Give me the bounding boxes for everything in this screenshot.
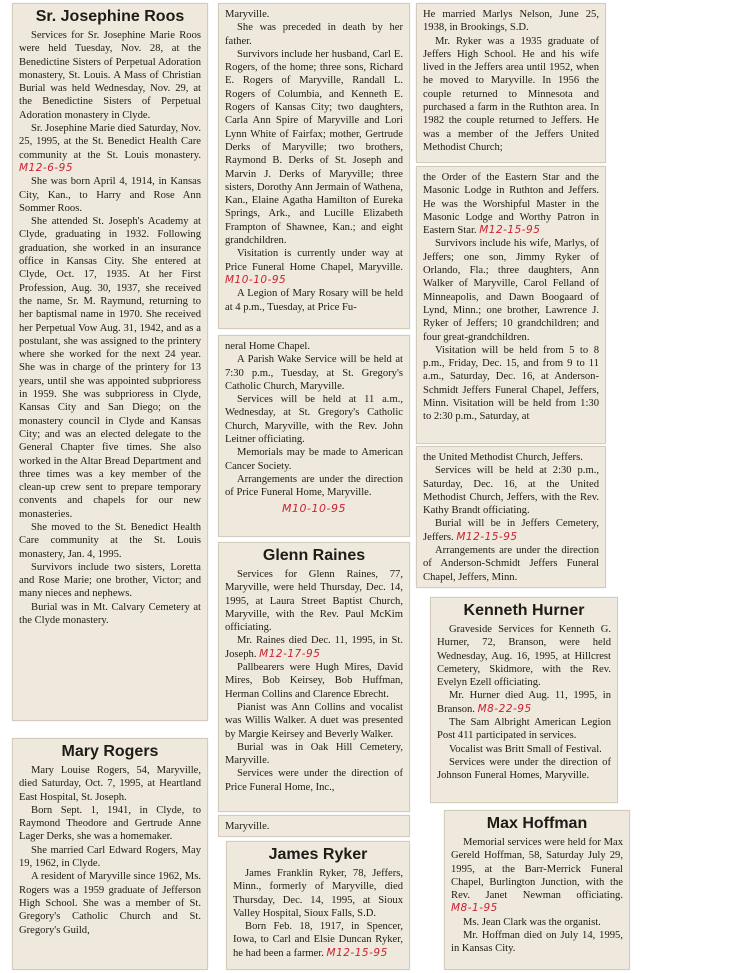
roos-paragraph: Survivors include two sisters, Loretta and Rose Marie; one brother, Victor; and many nieces and nephews. <box>19 561 201 600</box>
hurner-paragraph: The Sam Albright American Legion Post 411 participated in services. <box>437 717 611 742</box>
obituary-james-ryker-part4 <box>416 446 606 588</box>
ryker-paragraph: He married Marlys Nelson, June 25, 1938, in Brookings, S.D. <box>423 9 599 34</box>
rogers-paragraph: Survivors include her husband, Carl E. Rogers, of the home; three sons, Richard E. Rogers of Maryville, Randall L. Rogers of Columbia, and Kenneth E. Rogers of Kansas City; two daughters, Carla Ann Spire of Maryville and Lori Lynn White of Fairfax; mother, Gertrude Derks of Maryville; two brothers, Raymond B. Derks of St. Joseph and Marvin J. Derks of Maryville; three sisters, Dorothy Ann Jermain of Wathena, Kan., Elaine Agatha Hamilton of Eureka Springs, Ark., and Lucille Elizabeth Frampton of Shawnee, Kan.; and eight grandchildren. <box>225 48 403 247</box>
rogers-paragraph: Maryville. <box>225 9 270 20</box>
roos-paragraph: She was born April 4, 1914, in Kansas City, Kan., to Harry and Rose Ann Sommer Roos. <box>19 176 201 214</box>
handwritten-date-note: M12-15-95 <box>326 946 388 959</box>
obituary-mary-rogers-part2 <box>218 3 410 329</box>
handwritten-date-note: M10-10-95 <box>225 273 287 286</box>
raines-paragraph: Maryville. <box>225 821 270 832</box>
raines-paragraph: Pianist was Ann Collins and vocalist was Willis Walker. A duet was presented by Margie Keirsey and Beverly Walker. <box>225 701 403 740</box>
rogers-paragraph: She married Carl Edward Rogers, May 19, 1962, in Clyde. <box>19 844 201 870</box>
headline-raines: Glenn Raines <box>262 547 366 564</box>
handwritten-date-note: M12-15-95 <box>479 224 541 237</box>
hoffman-paragraph: Memorial services were held for Max Gereld Hoffman, 58, Saturday July 29, 1995, at the Barr-Merrick Funeral Chapel, Burlington Junction, with the Rev. Janet Newman officiating. M8-1-95 <box>451 837 623 915</box>
obituary-glenn-raines <box>218 542 410 812</box>
headline-hurner: Kenneth Hurner <box>463 602 585 619</box>
ryker-paragraph: Mr. Ryker was a 1935 graduate of Jeffers High School. He and his wife lived in the Jeffers area until 1952, when he moved to Maryville. In 1956 the couple returned to Minnesota and purchased a farm in the Ruthton area. In 1982 the couple returned to Jeffers. He was a member of the Jeffers United Methodist Church; <box>423 35 599 153</box>
ryker-paragraph: the Order of the Eastern Star and the Masonic Lodge in Ruthton and Jeffers. He was the Worshipful Master in the Masonic Lodge and Worthy Patron in Eastern Star. M12-15-95 <box>423 172 599 237</box>
rogers-paragraph: A resident of Maryville since 1962, Ms. Rogers was a 1959 graduate of Jefferson High School. She was a member of St. Gregory's Catholic Church and St. Gregory's Guild, <box>19 871 201 936</box>
ryker-paragraph: Visitation will be held from 5 to 8 p.m., Friday, Dec. 15, and from 9 to 11 a.m., Saturday, Dec. 16, at Anderson-Schmidt Jeffers Funeral Chapel, Jeffers, Minn. Visitation will be held from 1:30 to 2:30 p.m., Saturday, at <box>423 344 599 423</box>
roos-paragraph: She moved to the St. Benedict Health Care community at the St. Louis monastery, Jan. 4, 1995. <box>19 521 201 560</box>
headline-ryker: James Ryker <box>268 846 368 863</box>
obituary-kenneth-hurner <box>430 597 618 803</box>
raines-paragraph: Services for Glenn Raines, 77, Maryville, were held Thursday, Dec. 14, 1995, at Laura Street Baptist Church, Maryville, with the Rev. Paul McKim officiating. <box>225 569 403 634</box>
obituary-glenn-raines-tail <box>218 815 410 837</box>
hurner-paragraph: Vocalist was Britt Small of Festival. <box>449 743 602 755</box>
obituary-james-ryker-part3 <box>416 166 606 444</box>
rogers-paragraph: A Parish Wake Service will be held at 7:30 p.m., Tuesday, at St. Gregory's Catholic Church, Maryville. <box>225 354 403 392</box>
handwritten-date-note: M10-10-95 <box>282 501 346 515</box>
handwritten-date-note: M12-15-95 <box>456 530 518 543</box>
ryker-paragraph: Burial will be in Jeffers Cemetery, Jeffers. M12-15-95 <box>423 518 599 543</box>
roos-paragraph: Sr. Josephine Marie died Saturday, Nov. 25, 1995, at the St. Benedict Health Care community at the St. Louis monastery. M12-6-95 <box>19 123 201 174</box>
obituary-mary-rogers-part1 <box>12 738 208 970</box>
handwritten-date-note: M8-1-95 <box>451 902 498 915</box>
hurner-paragraph: Services were under the direction of Johnson Funeral Homes, Maryville. <box>437 756 611 782</box>
raines-paragraph: Mr. Raines died Dec. 11, 1995, in St. Joseph. M12-17-95 <box>225 635 403 660</box>
rogers-paragraph: Born Sept. 1, 1941, in Clyde, to Raymond Theodore and Gertrude Anne Lager Derks, she was a homemaker. <box>19 804 201 843</box>
rogers-paragraph: Mary Louise Rogers, 54, Maryville, died Saturday, Oct. 7, 1995, at Heartland East Hospital, St. Joseph. <box>19 765 201 803</box>
headline-rogers: Mary Rogers <box>61 743 159 760</box>
rogers-paragraph: neral Home Chapel. <box>225 341 311 352</box>
handwritten-date-note: M12-6-95 <box>19 161 74 174</box>
ryker-paragraph: James Franklin Ryker, 78, Jeffers, Minn., formerly of Maryville, died Thursday, Dec. 14, 1995, at Sioux Valley Hospital, Sioux Falls, S.D. <box>233 868 403 919</box>
headline-hoffman: Max Hoffman <box>486 815 588 832</box>
hoffman-paragraph: Mr. Hoffman died on July 14, 1995, in Kansas City. <box>451 930 623 955</box>
rogers-paragraph: Services will be held at 11 a.m., Wednesday, at St. Gregory's Catholic Church, Maryville, with the Rev. John Leitner officiating. <box>225 394 403 446</box>
obituary-james-ryker-part2 <box>416 3 606 163</box>
handwritten-date-note: M12-17-95 <box>259 647 321 660</box>
raines-paragraph: Burial was in Oak Hill Cemetery, Maryville. <box>225 741 403 767</box>
roos-paragraph: Services for Sr. Josephine Marie Roos were held Tuesday, Nov. 28, at the Benedictine Sisters of Perpetual Adoration monastery, St. Louis. A Mass of Christian Burial was held Wednesday, Nov. 29, at the Benedictine Sisters of Perpetual Adoration monastery in Clyde. <box>19 30 201 121</box>
rogers-paragraph: Memorials may be made to American Cancer Society. <box>225 447 403 472</box>
hurner-paragraph: Mr. Hurner died Aug. 11, 1995, in Branson. M8-22-95 <box>437 690 611 715</box>
hurner-paragraph: Graveside Services for Kenneth G. Hurner, 72, Branson, were held Wednesday, Aug. 16, 1995, at Hillcrest Cemetery, Skidmore, with the Rev. Evelyn Ezell officiating. <box>437 624 611 689</box>
ryker-paragraph: Born Feb. 18, 1917, in Spencer, Iowa, to Carl and Elsie Duncan Ryker, he had been a farmer. M12-15-95 <box>233 921 403 959</box>
rogers-paragraph: A Legion of Mary Rosary will be held at 4 p.m., Tuesday, at Price Fu- <box>225 288 403 313</box>
ryker-paragraph: the United Methodist Church, Jeffers. <box>423 452 583 463</box>
obituary-mary-rogers-part3 <box>218 335 410 537</box>
raines-paragraph: Services were under the direction of Price Funeral Home, Inc., <box>225 768 403 793</box>
ryker-paragraph: Survivors include his wife, Marlys, of Jeffers; one son, Jimmy Ryker of Orlando, Fla.; three daughters, Ann Walker of Maryville, Carol Felland of Minneapolis, and Dawn Boogaard of Lynd, Minn.; one brother, Lawrence J. Ryker of Jeffers; 10 grandchildren; and four great-grandchildren. <box>423 238 599 343</box>
hoffman-paragraph: Ms. Jean Clark was the organist. <box>463 916 601 928</box>
handwritten-date-note: M8-22-95 <box>477 702 532 715</box>
rogers-paragraph: She was preceded in death by her father. <box>225 22 403 47</box>
rogers-paragraph: Arrangements are under the direction of Price Funeral Home, Maryville. <box>225 473 403 499</box>
obituary-james-ryker-part1 <box>226 841 410 970</box>
rogers-paragraph: Visitation is currently under way at Price Funeral Home Chapel, Maryville. M10-10-95 <box>225 248 403 286</box>
roos-paragraph: Burial was in Mt. Calvary Cemetery at the Clyde monastery. <box>19 601 201 627</box>
ryker-paragraph: Services will be held at 2:30 p.m., Saturday, Dec. 16, at the United Methodist Church, Jeffers, with the Rev. Kathy Brandt officiating. <box>423 465 599 517</box>
roos-paragraph: She attended St. Joseph's Academy at Clyde, graduating in 1932. Following graduation, she worked in an insurance office in Kansas City. She entered at Clyde, Oct. 17, 1935. At her First Profession, Aug. 30, 1937, she received the name, Sr. M. Raymund, returning to her baptismal name in 1970. She received her Perpetual Vow Aug. 31, 1942, and as a postulant, she was assigned to the printery where she worked for the next 24 year. She was in charge of the printery for 13 years, until she was appointed subprioress in 1959. She was subprioress in Clyde, Kansas City and San Diego; on the monastery council in Clyde and Kansas City; and was an elected delegate to the General Chapter five times. She also worked in the Altar Bread Department and three times was a key member of the clean-up crew sent to prepare temporary convents and chapels for our new monasteries. <box>19 216 201 520</box>
obituary-sr-josephine-roos <box>12 3 208 721</box>
obituary-max-hoffman <box>444 810 630 970</box>
ryker-paragraph: Arrangements are under the direction of Anderson-Schmidt Jeffers Funeral Chapel, Jeffers, Minn. <box>423 545 599 583</box>
headline-roos: Sr. Josephine Roos <box>35 8 185 25</box>
raines-paragraph: Pallbearers were Hugh Mires, David Mires, Bob Keirsey, Bob Huffman, Herman Collins and Clarence Ebrecht. <box>225 662 403 700</box>
